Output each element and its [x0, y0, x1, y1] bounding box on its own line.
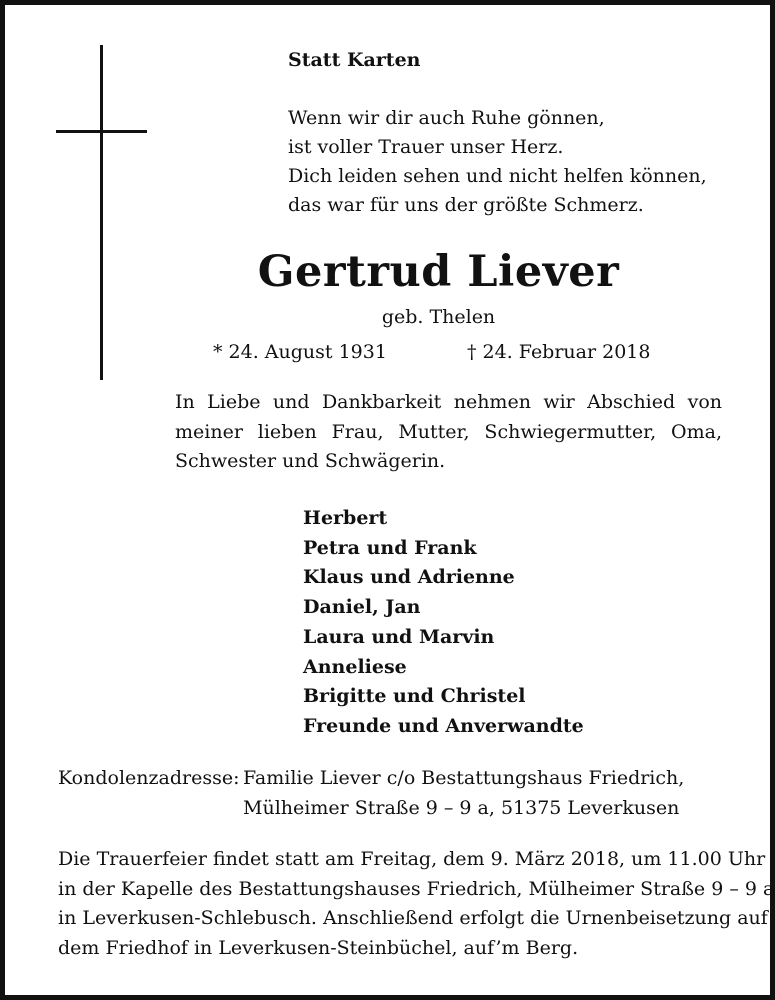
service-info-line: dem Friedhof in Leverkusen-Steinbüchel, auf’m Berg. [58, 936, 579, 959]
poem-line: ist voller Trauer unser Herz. [288, 136, 564, 158]
poem [288, 104, 707, 220]
service-info [58, 845, 774, 963]
mourner-name: Brigitte und Christel [303, 685, 526, 708]
mourners-list [303, 504, 584, 742]
mourner-name: Laura und Marvin [303, 625, 495, 648]
birth-name: geb. Thelen [381, 306, 496, 328]
service-info-line: in der Kapelle des Bestattungshauses Friedrich, Mülheimer Straße 9 – 9 a [58, 877, 775, 900]
service-info-line: Die Trauerfeier findet statt am Freitag, dem 9. März 2018, um 11.00 Uhr [58, 848, 766, 870]
mourner-name: Klaus und Adrienne [303, 566, 515, 589]
condolence-label: Kondolenzadresse: [58, 767, 240, 789]
mourner-name: Daniel, Jan [303, 596, 421, 619]
poem-line: Dich leiden sehen und nicht helfen können, [288, 165, 707, 187]
cross-vertical-bar [100, 45, 103, 380]
condolence-address-line: Mülheimer Straße 9 – 9 a, 51375 Leverkusen [243, 797, 680, 819]
mourner-name: Herbert [303, 507, 388, 529]
statt-karten-heading: Statt Karten [288, 49, 421, 71]
birth-date: * 24. August 1931 [213, 341, 387, 363]
mourner-name: Anneliese [303, 655, 407, 678]
farewell-text: In Liebe und Dankbarkeit nehmen wir Abschied von meiner lieben Frau, Mutter, Schwiegermutter, Oma, Schwester und Schwägerin. [175, 391, 722, 472]
cross-horizontal-bar [56, 130, 147, 133]
condolence-address-line: Familie Liever c/o Bestattungshaus Friedrich, [243, 767, 685, 789]
mourner-name: Petra und Frank [303, 536, 477, 559]
poem-line: Wenn wir dir auch Ruhe gönnen, [288, 107, 605, 129]
mourner-name: Freunde und Anverwandte [303, 714, 584, 737]
poem-line: das war für uns der größte Schmerz. [288, 194, 644, 216]
deceased-name: Gertrud Liever [257, 247, 620, 297]
death-date: † 24. Februar 2018 [467, 341, 651, 363]
service-info-line: in Leverkusen-Schlebusch. Anschließend erfolgt die Urnenbeisetzung auf [58, 907, 768, 930]
